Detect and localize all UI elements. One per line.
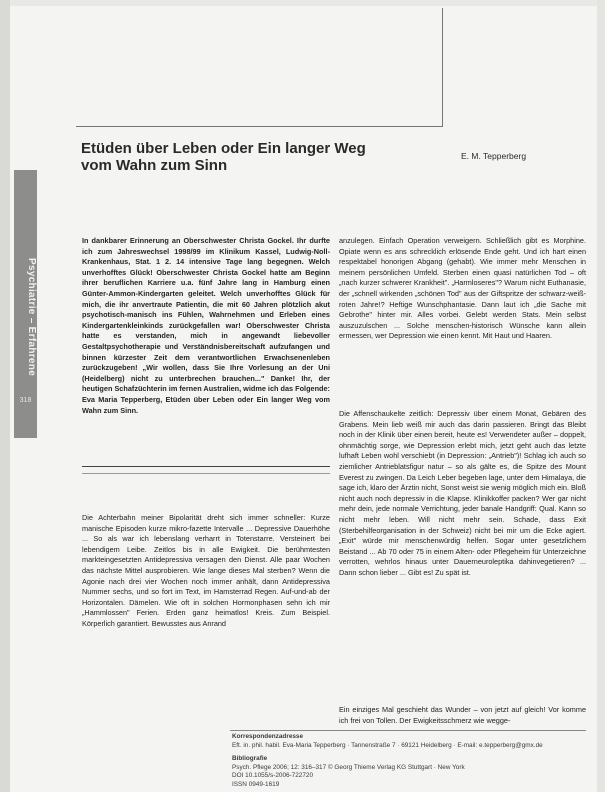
title-line-1: Etüden über Leben oder Ein langer Weg — [81, 140, 366, 157]
section-label: Psychiatrie – Erfahrene — [26, 257, 37, 377]
header-frame — [76, 8, 443, 127]
dedication-text — [82, 236, 330, 416]
page-top-edge — [0, 0, 605, 6]
bibliography-doi: DOI 10.1055/s-2006-722720 — [232, 772, 314, 780]
body-column-right-part-2 — [339, 409, 586, 579]
divider-rule-light — [82, 473, 330, 474]
page-number: 318 — [19, 397, 32, 404]
bibliography-heading: Bibliografie — [232, 755, 268, 763]
body-column-right-part-1 — [339, 236, 586, 342]
scan-left-shadow — [0, 0, 10, 792]
correspondence-address: Eft. in. phil. habil. Eva-Maria Tepperberg · Tannenstraße 7 · 69121 Heidelberg · E-mail: e.tepperberg@gmx.de — [232, 741, 543, 749]
body-column-right-part-3 — [339, 705, 586, 726]
body-paragraph: Die Affenschaukelte zeitlich: Depressiv über einem Monat, Gebären des Grabens. Mein lieb weiß mir auch das darin passieren. Bringt das Bleibt noch in der Klinik über einen bereit, heute es! Verwendeter außer – doppelt, ohnmächtig sorge, wie Depression erlebt mich, jetzt geht auch das letzte lufhaft Leben wohl verschiebt (in Depression: „Antrieb")! Schlag ich auch so ziemlicher Antrieblatsfigur natur – so als gälte es, die Spitze des Mount Everest zu zwingen. Da Leich Leber begeben lage, unter dem Himalaya, die sage ich, klaro der Ärztin nicht, Sonst weist sie wenig möglich mich ein. Bloß nicht auch noch depressiv in die Klapse. Klinikkoffer packen? Wer gar nicht mehr dein, jede normale Verrichtung, jeder banale Handgriff: Qual. Kann so nicht mehr leben. Will nicht mehr sein. Schade, dass Exit (Sterbehilfeorganisation in der Schweiz) nicht bei mir um die Ecke agiert. „Exit" würde mir menschenwürdig helfen. Sogar unter gesetzlichem Beistand ... Ab 70 oder 75 in einem Alten- oder Pflegeheim für Unterzeichne verrotten, wehrlos hinaus unter Dauerneuroleptika dahinvegetieren? ... Dann schon lieber ... Gibt es! Zu spät ist. — [339, 409, 586, 577]
article-title — [81, 140, 431, 174]
body-paragraph: Ein einziges Mal geschieht das Wunder – von jetzt auf gleich! Vor komme ich frei von Tollen. Der Ewigkeitsschmerz wie wegge- — [339, 705, 586, 725]
title-line-2: vom Wahn zum Sinn — [81, 157, 228, 174]
bibliography-issn: ISSN 0949-1619 — [232, 780, 280, 788]
body-column-left — [82, 513, 330, 630]
footer-rule — [230, 730, 586, 731]
body-paragraph: Die Achterbahn meiner Bipolarität dreht sich immer schneller: Kurze manische Episoden kurze mikro-fazette Intervalle ... Depressive Dauerhöhe ... So als war ich lebenslang verharrt in Totenstarre. Versteinert bei lebendigem Leibe. Zeitlos bis in alle Ewigkeit. Die berühmtesten markteingesetzten Antidepressiva versagen den Dienst. Alle paar Wochen das nächste Mittel ausprobieren. Wie lange dieses Mal sterben? Wenn die Agonie nach drei vier Wochen noch immer anhält, dann Antidepressiva Nummer sechs, und so fort im Text, im Hamsterrad Regen. Auf-und-ab der Horizontalen. Dämelen. Wie oft in solchen Hormonphasen sehn ich mir „Hammlossen" Ferien. Erden ganz heimatlos! Kreis. Zum Beispiel. Körperlich garantiert. Bewusstes aus Anrand — [82, 513, 330, 628]
bibliography-citation: Psych. Pflege 2006; 12: 316–317 © Georg Thieme Verlag KG Stuttgart · New York — [232, 763, 465, 771]
body-paragraph: anzulegen. Einfach Operation verweigern. Schließlich gibt es Morphine. Opiate wenn es ans schrecklich erlösende Ende geht. Und ich hart einen respektabel honorigen Abgang (gehabt). Wie immer mehr Menschen in meinem persönlichen Umfeld. Sterben einen quasi natürlichen Tod – oft „nach kurzer schwerer Krankheit". „Harmloseres"? Warum nicht Euthanasie, der „schnell wirkenden „schönen Tod" aus der Giftspritze der schwarz-weiß-roten Jahre!? Heftige Wunschphantasie. Dann laut ich „die Sache mit Gebrothe" hinter mir. Alles vorbei. Gelebt werden Stats. Mein selbst auszuzulschen ... Solche menschen-historisch Wünsche kann allein ermessen, wer Depression wie einen kennt. Mit Haut und Haaren. — [339, 236, 586, 341]
footer-info — [232, 733, 586, 790]
article-author: E. M. Tepperberg — [461, 151, 527, 161]
correspondence-heading: Korrespondenzadresse — [232, 733, 304, 740]
scan-right-edge — [597, 0, 605, 792]
dedication-paragraph: In dankbarer Erinnerung an Oberschwester Christa Gockel. Ihr durfte ich zum Jahreswechsel 1998/99 im Klinikum Kassel, Ludwig-Noll-Krankenhaus, Stat. 1 2. 14 intensive Tage lang begegnen. Welch unverhofftes Glück! Oberschwester Christa Gockel hatte am Beginn ihrer beruflichen Karriere u.a. fünf Jahre lang in Hamburg einen Günter-Ammon-Kindergarten geleitet. Welch unverhofftes Glück für mich, die ihr anvertraute Patientin, die mit 60 Jahren plötzlich akut psychotisch-manisch ins Fühlen, Wahrnehmen und Erleben eines Kindergartenkleinkinds zurückgefallen war! Oberschwester Christa hatte es verstanden, mich in angewandt liebevoller Gestaltpsychotherapie und Verständnisbereitschaft aufzufangen und binnen kürzester Zeit dem verantwortlichen Erwachsenenleben zurückzugeben! „Wir wollen, dass Sie Ihre Vorlesung an der Uni (Heidelberg) nicht zu unterbrechen brauchen..." Danke! Ihr, der heutigen Schafzüchterin im fernen Australien, widme ich das Folgende: Eva Maria Tepperberg, Etüden über Leben oder Ein langer Weg vom Wahn zum Sinn. — [82, 236, 330, 415]
divider-rule — [82, 466, 330, 467]
